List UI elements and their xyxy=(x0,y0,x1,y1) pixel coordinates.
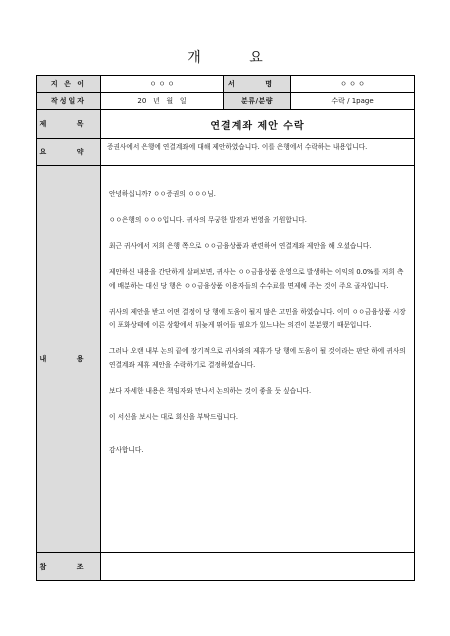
body-paragraph: ㅇㅇ은행의 ㅇㅇㅇ입니다. 귀사의 무궁한 발전과 번영을 기원합니다. xyxy=(109,216,307,224)
summary-row xyxy=(37,139,414,166)
body-paragraph: 이 서신을 보시는 대로 회신을 부탁드립니다. xyxy=(109,412,239,421)
reference-label: 참 조 xyxy=(37,553,101,580)
signature-label: 서 명 xyxy=(224,76,291,92)
subject-row xyxy=(37,110,414,139)
body-paragraph: 안녕하십니까? ㅇㅇ증권의 ㅇㅇㅇ님. xyxy=(109,190,216,198)
subject-value[interactable]: 연결계좌 제안 수락 xyxy=(210,120,305,132)
body-paragraph: 감사합니다. xyxy=(109,446,144,454)
body-paragraph: 보다 자세한 내용은 책임자와 만나서 논의하는 것이 좋을 듯 싶습니다. xyxy=(109,386,312,395)
body-row xyxy=(37,166,414,553)
body-paragraph: 그러나 오랜 내부 논의 끝에 장기적으로 귀사와의 제휴가 당 행에 도움이 될 것이라는 판단 하에 귀사의 연결계좌 제휴 제안을 수락하기로 결정하였습니다. xyxy=(109,347,406,369)
body-content[interactable] xyxy=(101,166,414,552)
author-row xyxy=(37,76,414,93)
summary-label: 요 약 xyxy=(37,139,101,165)
category-label: 분류/분량 xyxy=(224,93,291,109)
body-paragraph: 최근 귀사에서 저희 은행 쪽으로 ㅇㅇ금융상품과 관련하여 연결계좌 제안을 해 오셨습니다. xyxy=(109,242,372,250)
date-row xyxy=(37,93,414,110)
body-paragraph: 제안하신 내용을 간단하게 살펴보면, 귀사는 ㅇㅇ금융상품 운영으로 발생하는 이익의 0.0%를 저희 측에 배분하는 대신 당 행은 ㅇㅇ금융상품 이용자들의 수수료를 면제해 주는 것이 주요 골자입니다. xyxy=(109,268,404,290)
summary-text[interactable]: 증권사에서 은행에 연결계좌에 대해 제안하였습니다. 이를 은행에서 수락하는 내용입니다. xyxy=(107,143,368,151)
author-value[interactable]: ㅇ ㅇ ㅇ xyxy=(101,76,224,92)
date-label: 작성일자 xyxy=(37,93,101,109)
reference-row xyxy=(37,553,414,580)
subject-label: 제 목 xyxy=(37,110,101,138)
body-paragraph: 귀사의 제안을 받고 어떤 결정이 당 행에 도움이 될지 많은 고민을 하였습니다. 이미 ㅇㅇ금융상품 시장이 포화상태에 이른 상황에서 뒤늦게 뛰어들 필요가 있느냐는 의견이 분분했기 때문입니다. xyxy=(109,307,406,329)
document-title: 개 요 xyxy=(187,50,285,66)
author-label: 지 은 이 xyxy=(37,76,101,92)
signature-value[interactable]: ㅇ ㅇ ㅇ xyxy=(340,80,365,88)
reference-value[interactable] xyxy=(101,553,414,580)
category-value[interactable]: 수락 / 1page xyxy=(331,97,374,105)
overview-form xyxy=(36,75,415,581)
date-value[interactable]: 20 년 월 일 xyxy=(101,93,224,109)
body-label: 내 용 xyxy=(37,166,101,552)
